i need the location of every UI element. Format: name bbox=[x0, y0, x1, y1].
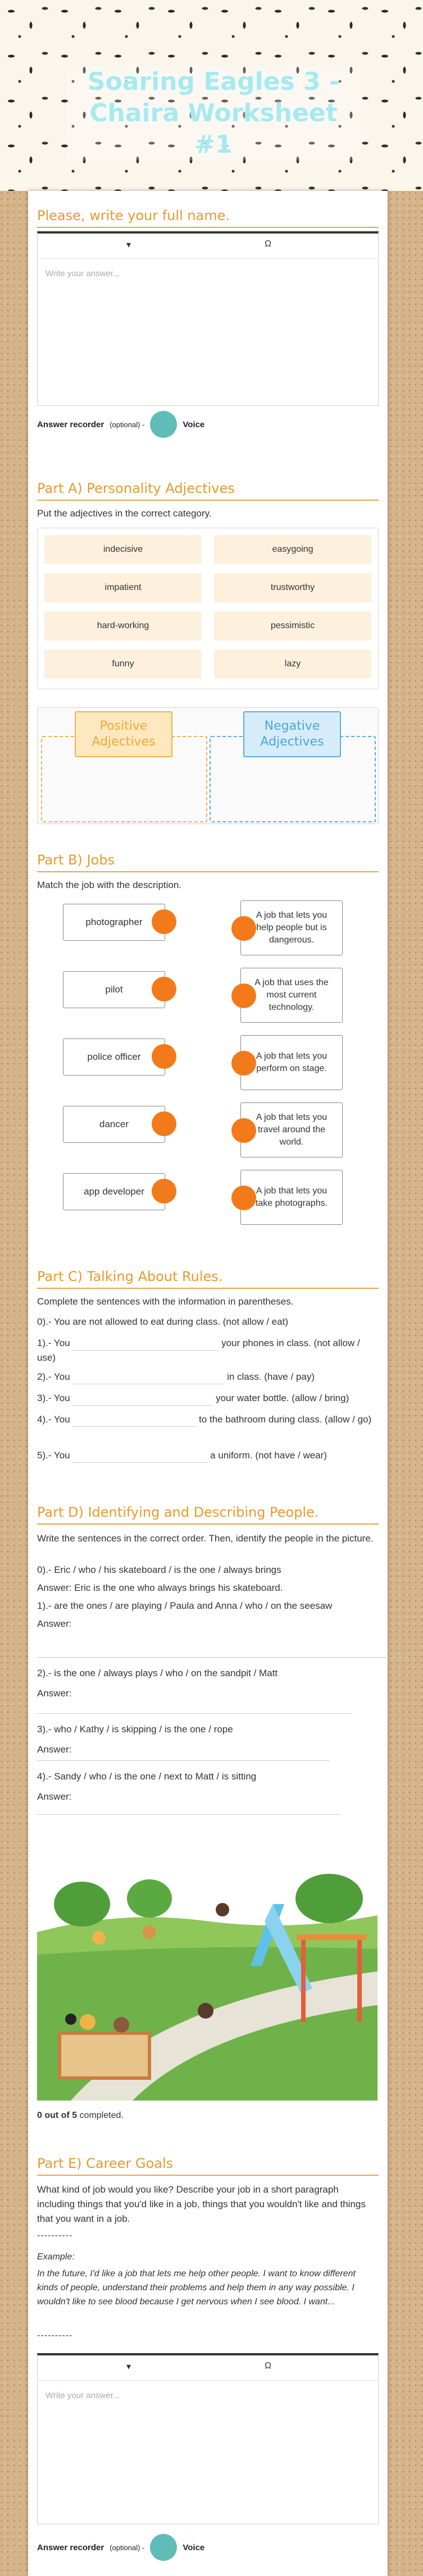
answer-line-input[interactable] bbox=[37, 1713, 352, 1714]
part-a-title: Part A) Personality Adjectives bbox=[37, 481, 379, 501]
answer-recorder bbox=[37, 2534, 204, 2561]
adjective-chip[interactable]: hard-working bbox=[44, 611, 202, 640]
match-dot-description[interactable] bbox=[231, 1051, 256, 1076]
job-item[interactable]: photographer bbox=[63, 904, 165, 941]
job-description[interactable]: A job that lets you perform on stage. bbox=[240, 1035, 343, 1090]
completion-count: 0 out of 5 bbox=[37, 2111, 78, 2120]
category-area bbox=[37, 707, 379, 824]
rule-sentence: 4).- You to the bathroom during class. (allow / go) bbox=[37, 1412, 379, 1427]
positive-category-label: Positive Adjectives bbox=[75, 711, 172, 757]
adjective-chip[interactable]: trustworthy bbox=[214, 573, 371, 602]
job-description[interactable]: A job that lets you help people but is dangerous. bbox=[240, 900, 343, 955]
job-description[interactable]: A job that lets you take photographs. bbox=[240, 1170, 343, 1225]
worksheet-title: Soaring Eagles 3 - Chaira Worksheet #1 bbox=[67, 66, 360, 161]
match-dot-job[interactable] bbox=[152, 1111, 176, 1136]
park-illustration bbox=[37, 1859, 377, 2101]
part-c-example: 0).- You are not allowed to eat during class. (not allow / eat) bbox=[37, 1316, 288, 1327]
job-item[interactable]: police officer bbox=[63, 1038, 165, 1076]
order-question: 4).- Sandy / who / is the one / next to Matt / is sitting bbox=[37, 1771, 257, 1782]
recorder-optional: (optional) - bbox=[110, 420, 145, 429]
match-dot-job[interactable] bbox=[152, 909, 176, 934]
recorder-label: Answer recorder bbox=[37, 419, 104, 429]
career-answer-editor[interactable] bbox=[37, 2353, 379, 2524]
career-answer-input[interactable]: Write your answer... bbox=[46, 2391, 120, 2400]
part-d-title: Part D) Identifying and Describing People. bbox=[37, 1504, 379, 1525]
answer-recorder bbox=[37, 411, 204, 438]
name-answer-editor[interactable] bbox=[37, 231, 379, 406]
order-question: 3).- who / Kathy / is skipping / is the one / rope bbox=[37, 1724, 233, 1735]
answer-label: Answer: bbox=[37, 1744, 72, 1755]
answer-label: Answer: bbox=[37, 1791, 72, 1802]
completion-status: 0 out of 5 completed. bbox=[37, 2111, 124, 2120]
job-item[interactable]: app developer bbox=[63, 1173, 165, 1210]
adjective-chip[interactable]: easygoing bbox=[214, 535, 371, 564]
voice-label: Voice bbox=[183, 419, 205, 429]
negative-category-label: Negative Adjectives bbox=[243, 711, 341, 757]
adjective-chip[interactable]: impatient bbox=[44, 573, 202, 602]
job-item[interactable]: pilot bbox=[63, 971, 165, 1008]
rule-blank-input[interactable] bbox=[72, 1395, 213, 1406]
adjective-chip[interactable]: funny bbox=[44, 649, 202, 679]
adjective-bank bbox=[37, 528, 379, 689]
part-a-instruction: Put the adjectives in the correct category. bbox=[37, 508, 212, 519]
answer-label: Answer: bbox=[37, 1688, 72, 1699]
part-b-title: Part B) Jobs bbox=[37, 852, 379, 872]
part-b-instruction: Match the job with the description. bbox=[37, 880, 182, 890]
example-label: Example: bbox=[37, 2252, 75, 2262]
rule-sentence: 1).- You your phones in class. (not allow / use) bbox=[37, 1338, 360, 1363]
match-dot-description[interactable] bbox=[231, 916, 256, 941]
special-char-icon[interactable]: Ω bbox=[265, 239, 271, 249]
part-c-title: Part C) Talking About Rules. bbox=[37, 1269, 379, 1289]
order-question: 2).- is the one / always plays / who / on the sandpit / Matt bbox=[37, 1668, 278, 1678]
record-voice-button[interactable] bbox=[150, 2534, 177, 2561]
part-d-example-question: 0).- Eric / who / his skateboard / is the one / always brings bbox=[37, 1564, 281, 1575]
voice-label: Voice bbox=[183, 2542, 205, 2552]
answer-line-input[interactable] bbox=[37, 1814, 340, 1815]
special-char-icon[interactable]: Ω bbox=[265, 2361, 271, 2371]
name-section-title: Please, write your full name. bbox=[37, 208, 379, 228]
rule-blank-input[interactable] bbox=[72, 1416, 196, 1427]
answer-line-input[interactable] bbox=[37, 1657, 408, 1658]
adjective-chip[interactable]: lazy bbox=[214, 649, 371, 679]
answer-label: Answer: bbox=[37, 1618, 72, 1629]
park-scene-svg bbox=[37, 1859, 377, 2101]
recorder-optional: (optional) - bbox=[110, 2543, 145, 2552]
recorder-label: Answer recorder bbox=[37, 2542, 104, 2552]
part-e-title: Part E) Career Goals bbox=[37, 2156, 379, 2176]
adjective-chip[interactable]: pessimistic bbox=[214, 611, 371, 640]
match-dot-job[interactable] bbox=[152, 1179, 176, 1204]
name-answer-input[interactable]: Write your answer... bbox=[46, 269, 120, 278]
rule-blank-input[interactable] bbox=[72, 1452, 207, 1463]
match-dot-description[interactable] bbox=[231, 1186, 256, 1210]
match-dot-job[interactable] bbox=[152, 1044, 176, 1069]
editor-toolbar bbox=[38, 2355, 378, 2381]
rule-sentence: 5).- You a uniform. (not have / wear) bbox=[37, 1448, 379, 1463]
part-d-example-answer: Answer: Eric is the one who always brings his skateboard. bbox=[37, 1582, 283, 1593]
part-c-instruction: Complete the sentences with the information in parentheses. bbox=[37, 1296, 294, 1307]
rule-sentence: 2).- You in class. (have / pay) bbox=[37, 1370, 379, 1384]
worksheet-page bbox=[28, 191, 388, 2576]
format-dropdown-icon[interactable]: ▾ bbox=[126, 240, 131, 250]
separator: ---------- bbox=[37, 2231, 73, 2240]
editor-toolbar bbox=[38, 234, 378, 259]
match-dot-description[interactable] bbox=[231, 1118, 256, 1143]
separator: ---------- bbox=[37, 2331, 73, 2340]
format-dropdown-icon[interactable]: ▾ bbox=[126, 2362, 131, 2372]
order-question: 1).- are the ones / are playing / Paula and Anna / who / on the seesaw bbox=[37, 1600, 333, 1611]
rule-blank-input[interactable] bbox=[72, 1374, 224, 1384]
job-description[interactable]: A job that lets you travel around the world. bbox=[240, 1102, 343, 1157]
record-voice-button[interactable] bbox=[150, 411, 177, 438]
job-description[interactable]: A job that uses the most current technology. bbox=[240, 968, 343, 1023]
answer-line-input[interactable] bbox=[37, 1760, 329, 1761]
rule-sentence: 3).- You your water bottle. (allow / bring) bbox=[37, 1391, 379, 1406]
job-item[interactable]: dancer bbox=[63, 1106, 165, 1143]
adjective-chip[interactable]: indecisive bbox=[44, 535, 202, 564]
match-dot-job[interactable] bbox=[152, 977, 176, 1001]
hero-banner bbox=[0, 0, 423, 191]
part-d-instruction: Write the sentences in the correct order. Then, identify the people in the picture. bbox=[37, 1533, 374, 1544]
match-dot-description[interactable] bbox=[231, 983, 256, 1008]
part-e-instruction: What kind of job would you like? Describe your job in a short paragraph including things that you'd like in a job, things that you wouldn't like and things that you want in a job. bbox=[37, 2184, 366, 2224]
rule-blank-input[interactable] bbox=[72, 1340, 219, 1351]
example-text: In the future, I'd like a job that lets me help other people. I want to know different kinds of people, understand their problems and help them in any way possible. I wouldn't like to see blood because I get nervous when I see blood. I want... bbox=[37, 2269, 356, 2307]
